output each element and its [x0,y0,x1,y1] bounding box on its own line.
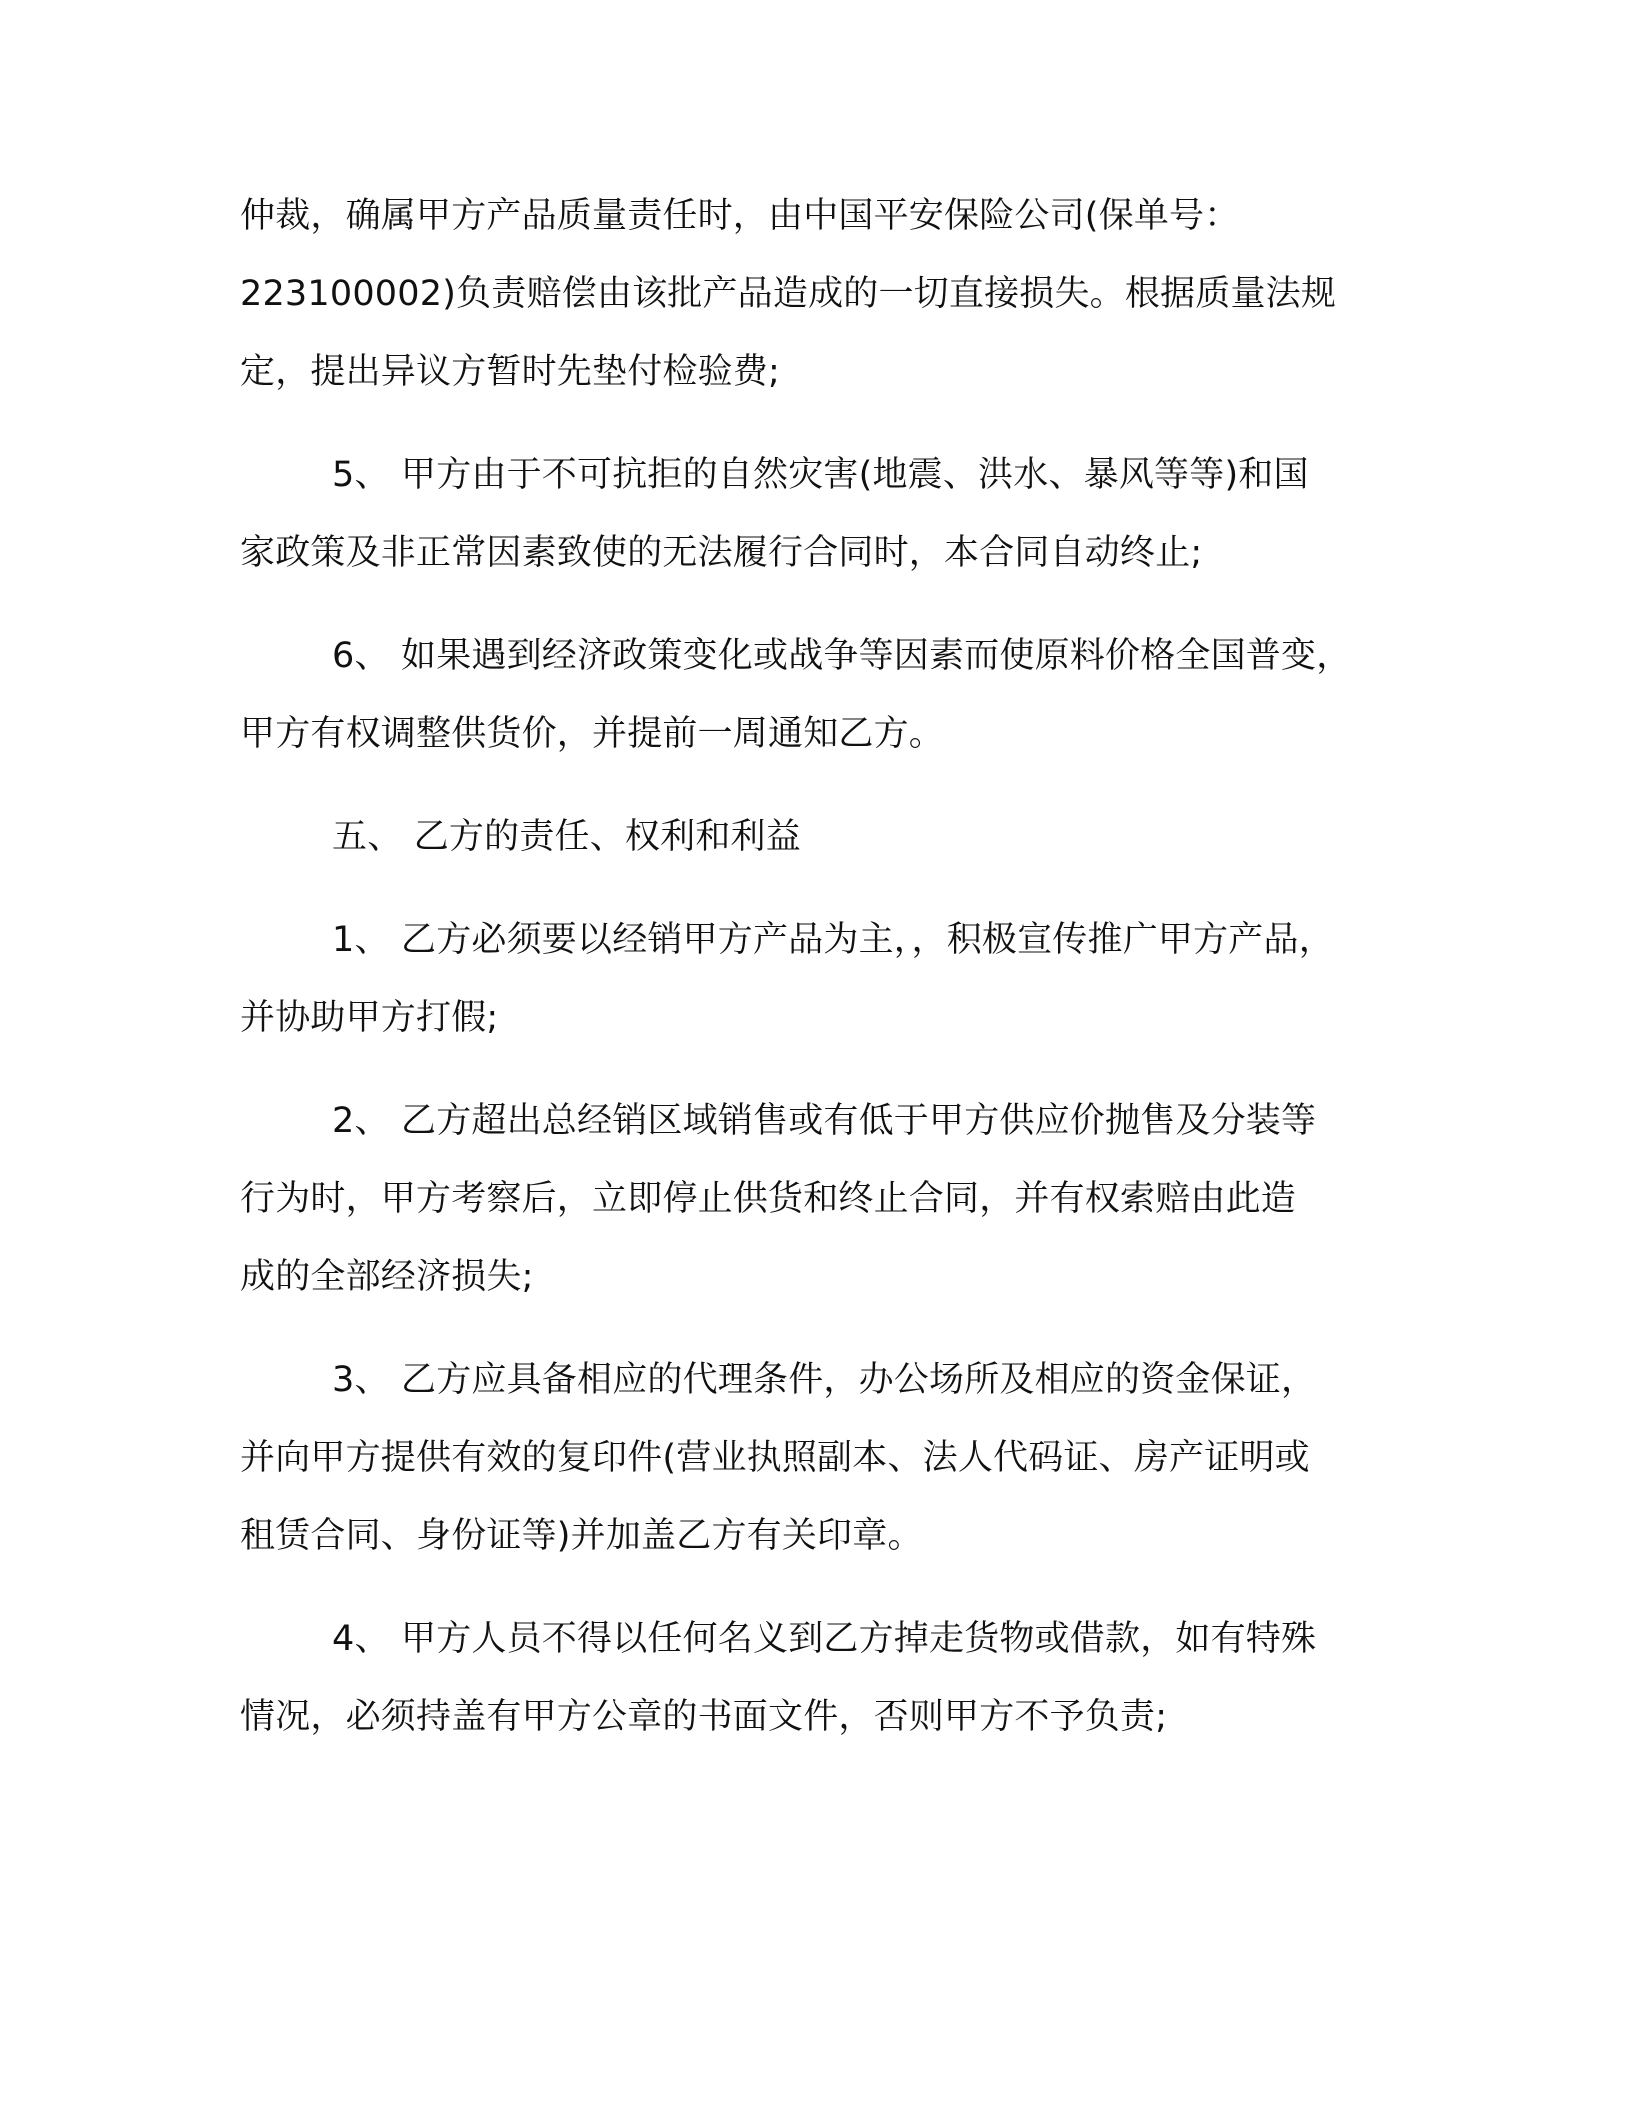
paragraph-7-line-1: 3、 乙方应具备相应的代理条件，办公场所及相应的资金保证， [332,1360,1317,1400]
paragraph-1-line-3: 定，提出异议方暂时先垫付检验费; [240,352,780,392]
paragraph-6-line-2: 行为时，甲方考察后，立即停止供货和终止合同，并有权索赔由此造 [240,1179,1297,1219]
section-heading-5: 五、 乙方的责任、权利和利益 [332,817,801,857]
paragraph-8-line-2: 情况，必须持盖有甲方公章的书面文件，否则甲方不予负责; [240,1697,1168,1737]
paragraph-7-line-3: 租赁合同、身份证等)并加盖乙方有关印章。 [240,1516,923,1556]
paragraph-7-line-2: 并向甲方提供有效的复印件(营业执照副本、法人代码证、房产证明或 [240,1438,1310,1478]
paragraph-8-line-1: 4、 甲方人员不得以任何名义到乙方掉走货物或借款，如有特殊 [332,1619,1317,1659]
paragraph-1-line-2: 223100002)负责赔偿由该批产品造成的一切直接损失。根据质量法规 [240,274,1337,314]
paragraph-6-line-1: 2、 乙方超出总经销区域销售或有低于甲方供应价抛售及分装等 [332,1101,1317,1141]
paragraph-6-line-3: 成的全部经济损失; [240,1257,534,1297]
paragraph-1-line-1: 仲裁，确属甲方产品质量责任时，由中国平安保险公司(保单号： [240,196,1240,236]
paragraph-3-line-1: 6、 如果遇到经济政策变化或战争等因素而使原料价格全国普变， [332,636,1352,676]
paragraph-2-line-1: 5、 甲方由于不可抗拒的自然灾害(地震、洪水、暴风等等)和国 [332,455,1309,495]
paragraph-5-line-1: 1、 乙方必须要以经销甲方产品为主，，积极宣传推广甲方产品， [332,920,1334,960]
paragraph-3-line-2: 甲方有权调整供货价，并提前一周通知乙方。 [240,714,945,754]
paragraph-5-line-2: 并协助甲方打假; [240,998,499,1038]
paragraph-2-line-2: 家政策及非正常因素致使的无法履行合同时，本合同自动终止; [240,533,1203,573]
